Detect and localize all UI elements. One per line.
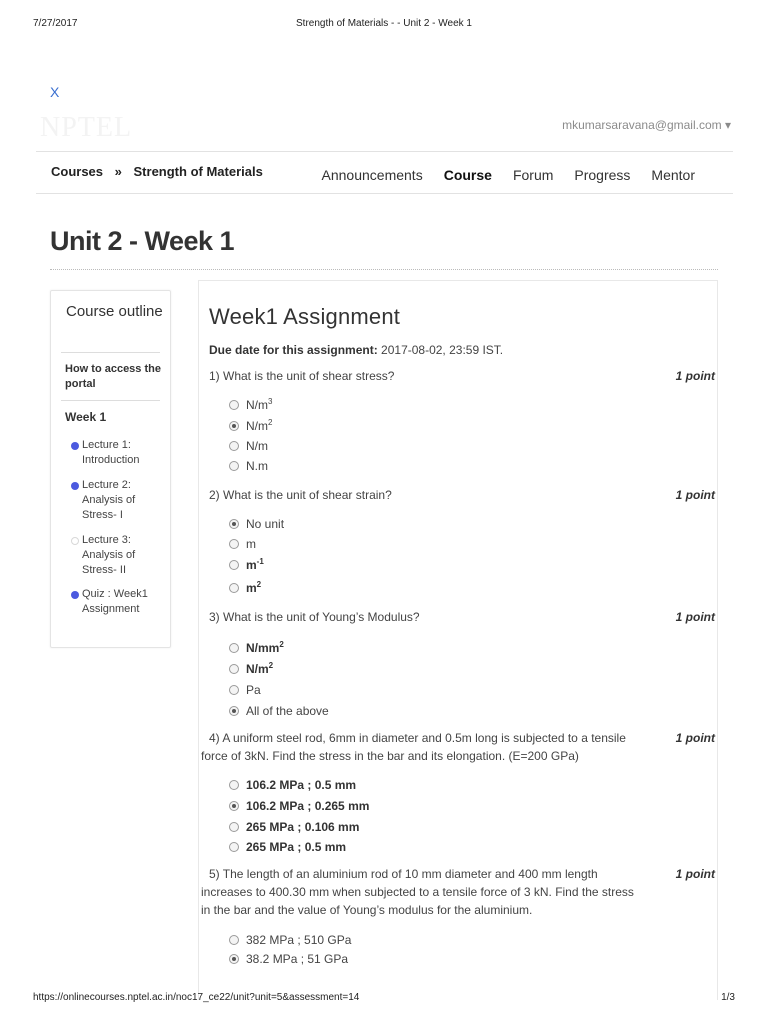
- sidebar-quiz-week1[interactable]: [71, 587, 167, 617]
- breadcrumb-courses-link[interactable]: Courses: [51, 164, 104, 179]
- question-text: 1) What is the unit of shear stress?: [209, 369, 395, 383]
- tab-mentor[interactable]: Mentor: [651, 167, 695, 183]
- question-points: 1 point: [675, 867, 715, 881]
- sidebar-item-portal[interactable]: How to access the portal: [65, 363, 161, 390]
- radio-button-selected[interactable]: [229, 801, 239, 811]
- completed-dot-icon: [71, 482, 79, 490]
- question-points: 1 point: [675, 369, 715, 383]
- question-5: [201, 865, 717, 919]
- course-outline-sidebar: [50, 290, 171, 648]
- radio-button[interactable]: [229, 822, 239, 832]
- due-date-label: Due date for this assignment:: [209, 343, 378, 357]
- question-text: 4) A uniform steel rod, 6mm in diameter and 0.5m long is subjected to a tensile force of 3kN. Find the stress in the bar and its elongation. (E=200 GPa): [201, 731, 626, 763]
- print-page-number: 1/3: [721, 992, 735, 1003]
- option-label: N/m: [246, 439, 268, 453]
- close-button[interactable]: X: [50, 84, 60, 100]
- page-title: Unit 2 - Week 1: [50, 226, 235, 256]
- radio-button-selected[interactable]: [229, 706, 239, 716]
- radio-button-selected[interactable]: [229, 421, 239, 431]
- print-date: 7/27/2017: [33, 18, 78, 29]
- option-label: Pa: [246, 683, 261, 697]
- question-1: [201, 367, 717, 385]
- option-label: 106.2 MPa ; 0.5 mm: [246, 778, 357, 792]
- option-label: $N/m^2$: [246, 418, 273, 433]
- incomplete-dot-icon: [71, 537, 79, 545]
- option-label: All of the above: [246, 704, 329, 718]
- sidebar-divider: [61, 400, 160, 401]
- question-points: 1 point: [675, 731, 715, 745]
- option-label: m: [246, 537, 256, 551]
- option-label: $N/m^2$: [246, 661, 274, 676]
- option-label: 106.2 MPa ; 0.265 mm: [246, 799, 370, 813]
- question-2: [201, 486, 717, 504]
- top-navigation: [36, 151, 733, 194]
- question-points: 1 point: [675, 488, 715, 502]
- sidebar-lecture-1[interactable]: [71, 438, 167, 468]
- assignment-panel: [198, 280, 718, 1000]
- print-title: Strength of Materials - - Unit 2 - Week 1: [296, 18, 472, 29]
- option-label: 265 MPa ; 0.5 mm: [246, 840, 347, 854]
- tab-announcements[interactable]: Announcements: [321, 167, 423, 183]
- sidebar-lecture-label: Quiz : Week1 Assignment: [82, 588, 148, 615]
- sidebar-item-week-1[interactable]: Week 1: [65, 410, 107, 424]
- question-3: [201, 608, 717, 626]
- tab-course[interactable]: Course: [443, 167, 492, 183]
- sidebar-lecture-3[interactable]: [71, 533, 167, 578]
- option-label: $m^{-1}$: [246, 557, 264, 572]
- breadcrumb-separator: »: [114, 164, 122, 179]
- option-label: $N/m^3$: [246, 397, 273, 412]
- nptel-logo: NPTEL: [40, 112, 133, 143]
- option-label: 38.2 MPa ; 51 GPa: [246, 952, 349, 966]
- print-footer: [33, 992, 735, 1003]
- tab-progress[interactable]: Progress: [574, 167, 631, 183]
- radio-button-selected[interactable]: [229, 954, 239, 964]
- sidebar-lecture-2[interactable]: [71, 478, 167, 523]
- course-tabs: [301, 167, 695, 183]
- completed-dot-icon: [71, 442, 79, 450]
- option-label: No unit: [246, 517, 285, 531]
- radio-button[interactable]: [229, 400, 239, 410]
- radio-button[interactable]: [229, 842, 239, 852]
- breadcrumb: [51, 164, 263, 179]
- due-date-value: 2017-08-02, 23:59 IST.: [381, 343, 504, 357]
- radio-button[interactable]: [229, 461, 239, 471]
- question-text: 3) What is the unit of Young’s Modulus?: [209, 610, 420, 624]
- radio-button[interactable]: [229, 441, 239, 451]
- question-text: 2) What is the unit of shear strain?: [209, 488, 392, 502]
- option-label: $N/mm^2$: [246, 640, 284, 655]
- option-label: 382 MPa ; 510 GPa: [246, 933, 352, 947]
- sidebar-divider: [61, 352, 160, 353]
- radio-button-selected[interactable]: [229, 519, 239, 529]
- due-date: [209, 343, 503, 357]
- radio-button[interactable]: [229, 780, 239, 790]
- tab-forum[interactable]: Forum: [512, 167, 554, 183]
- radio-button[interactable]: [229, 539, 239, 549]
- assignment-title: Week1 Assignment: [209, 304, 401, 329]
- radio-button[interactable]: [229, 664, 239, 674]
- question-text: 5) The length of an aluminium rod of 10 mm diameter and 400 mm length increases to 400.30 mm when subjected to a tensile force of 3 kN. Find the stress in the bar and the value of Young’s modulus for the aluminium.: [201, 867, 634, 917]
- user-account-menu[interactable]: mkumarsaravana@gmail.com ▾: [562, 118, 731, 132]
- sidebar-lecture-label: Lecture 3: Analysis of Stress- II: [82, 534, 136, 576]
- print-header: [33, 18, 735, 32]
- option-label: 265 MPa ; 0.106 mm: [246, 820, 360, 834]
- title-divider: [50, 269, 718, 270]
- option-label: $m^2$: [246, 580, 262, 595]
- sidebar-lecture-label: Lecture 2: Analysis of Stress- I: [82, 479, 136, 521]
- question-4: [201, 729, 717, 765]
- option-label: N.m: [246, 459, 268, 473]
- radio-button[interactable]: [229, 643, 239, 653]
- sidebar-heading: Course outline: [66, 303, 163, 320]
- radio-button[interactable]: [229, 583, 239, 593]
- radio-button[interactable]: [229, 935, 239, 945]
- radio-button[interactable]: [229, 685, 239, 695]
- sidebar-lecture-label: Lecture 1: Introduction: [82, 439, 140, 466]
- radio-button[interactable]: [229, 560, 239, 570]
- print-url: https://onlinecourses.nptel.ac.in/noc17_ce22/unit?unit=5&assessment=14: [33, 992, 360, 1003]
- question-points: 1 point: [675, 610, 715, 624]
- breadcrumb-course-link[interactable]: Strength of Materials: [133, 164, 263, 179]
- completed-dot-icon: [71, 591, 79, 599]
